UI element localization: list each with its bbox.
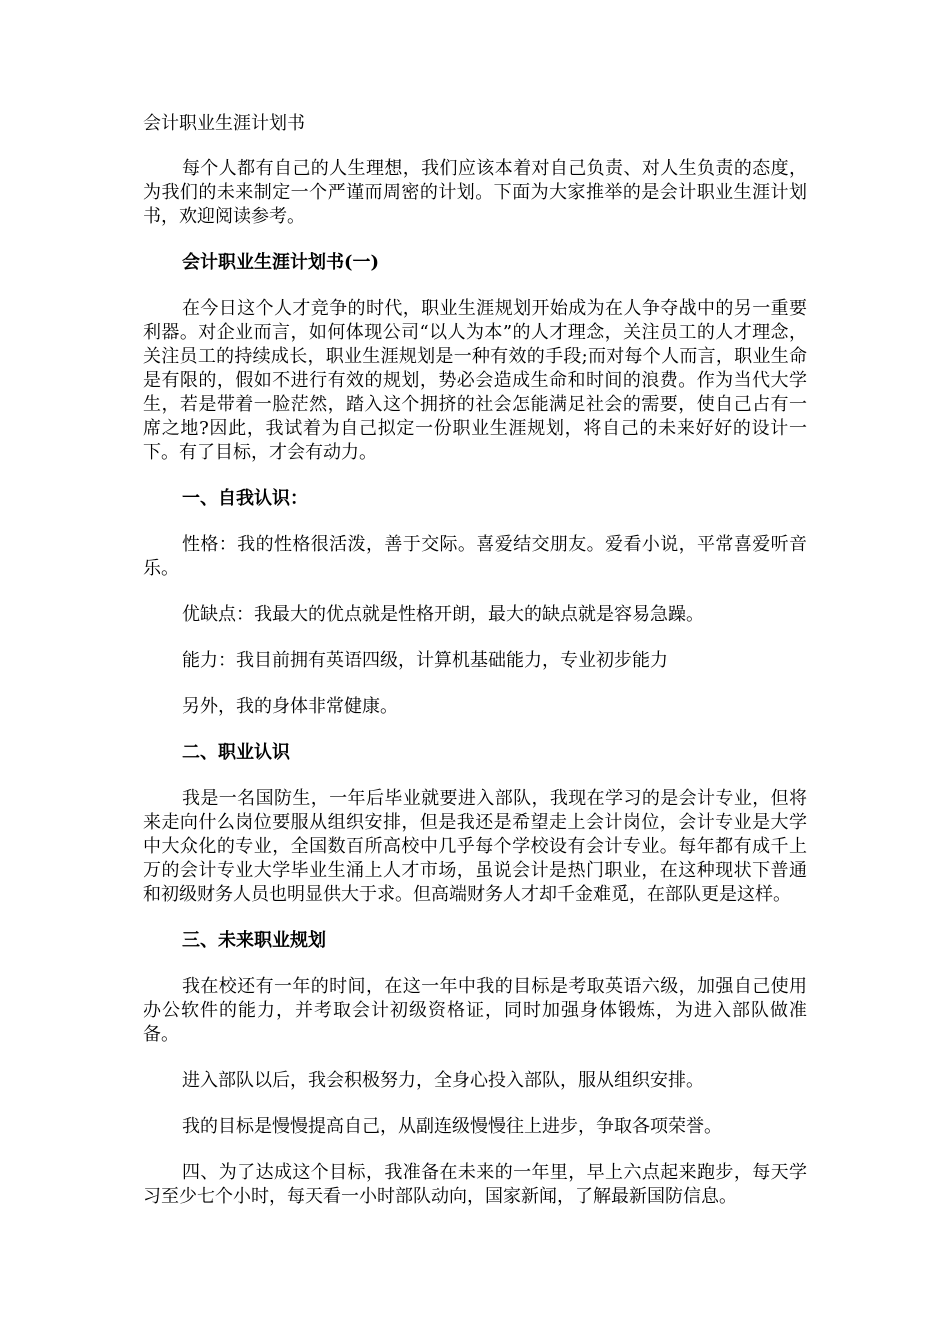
paragraph-plan-school: 我在校还有一年的时间，在这一年中我的目标是考取英语六级，加强自己使用办公软件的能力，并考取会计初级资格证，同时加强身体锻炼，为进入部队做准备。 xyxy=(143,976,807,1045)
paragraph-personality: 性格：我的性格很活泼，善于交际。喜爱结交朋友。爱看小说，平常喜爱听音乐。 xyxy=(143,534,807,579)
heading-future-plan: 三、未来职业规划 xyxy=(182,930,326,951)
heading-career-awareness: 二、职业认识 xyxy=(182,742,290,763)
heading-self-awareness: 一、自我认识： xyxy=(182,488,308,509)
document-body xyxy=(143,112,807,1231)
section-title: 会计职业生涯计划书(一) xyxy=(182,252,380,273)
paragraph-health: 另外，我的身体非常健康。 xyxy=(182,696,398,717)
paragraph-pros-cons: 优缺点：我最大的优点就是性格开朗，最大的缺点就是容易急躁。 xyxy=(182,604,704,625)
paragraph-career-awareness: 我是一名国防生，一年后毕业就要进入部队，我现在学习的是会计专业，但将来走向什么岗位要服从组织安排，但是我还是希望走上会计岗位，会计专业是大学中大众化的专业，全国数百所高校中几乎每个学校设有会计专业。每年都有成千上万的会计专业大学毕业生涌上人才市场，虽说会计是热门职业，在这种现状下普通和初级财务人员也明显供大于求。但高端财务人才却千金难觅，在部队更是这样。 xyxy=(143,788,807,905)
document-title: 会计职业生涯计划书 xyxy=(143,113,305,134)
paragraph-plan-army: 进入部队以后，我会积极努力，全身心投入部队，服从组织安排。 xyxy=(182,1070,704,1091)
paragraph-plan-goal: 我的目标是慢慢提高自己，从副连级慢慢往上进步，争取各项荣誉。 xyxy=(182,1116,722,1137)
intro-paragraph: 每个人都有自己的人生理想，我们应该本着对自己负责、对人生负责的态度，为我们的未来制定一个严谨而周密的计划。下面为大家推举的是会计职业生涯计划书，欢迎阅读参考。 xyxy=(143,158,807,227)
paragraph-action-plan: 四、为了达成这个目标，我准备在未来的一年里，早上六点起来跑步，每天学习至少七个小时，每天看一小时部队动向，国家新闻，了解最新国防信息。 xyxy=(143,1162,807,1207)
paragraph-ability: 能力：我目前拥有英语四级，计算机基础能力，专业初步能力 xyxy=(182,650,668,671)
paragraph-career-planning: 在今日这个人才竞争的时代，职业生涯规划开始成为在人争夺战中的另一重要利器。对企业而言，如何体现公司“以人为本”的人才理念，关注员工的人才理念，关注员工的持续成长，职业生涯规划是一种有效的手段;而对每个人而言，职业生命是有限的，假如不进行有效的规划，势必会造成生命和时间的浪费。作为当代大学生，若是带着一脸茫然，踏入这个拥挤的社会怎能满足社会的需要，使自己占有一席之地?因此，我试着为自己拟定一份职业生涯规划，将自己的未来好好的设计一下。有了目标，才会有动力。 xyxy=(143,298,807,463)
